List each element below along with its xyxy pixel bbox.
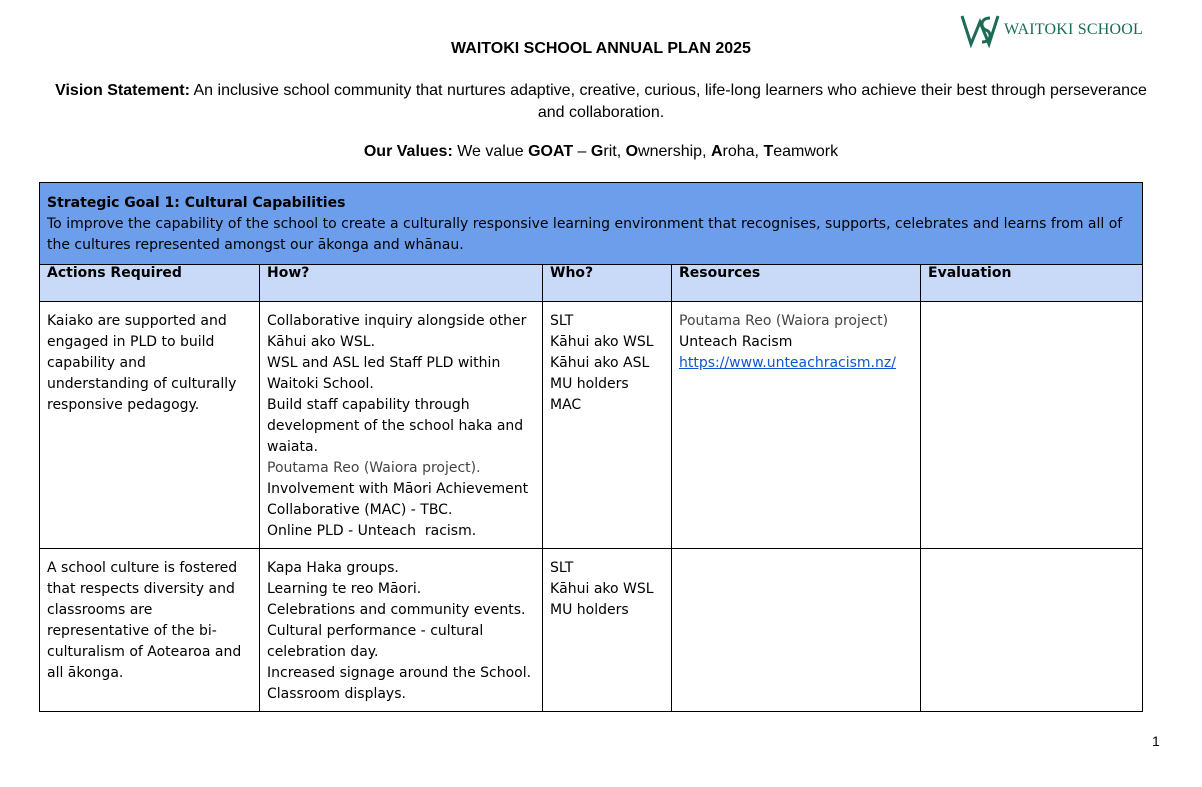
resource-item: Unteach Racism [679,334,793,350]
value-rest: rit [603,143,617,160]
values-goat: GOAT [528,143,574,160]
who-item: MU holders [550,602,629,618]
how-item: Build staff capability through development of the school haka and waiata. [267,397,528,455]
column-header: Resources [672,265,921,302]
value-initial: G [590,143,604,160]
column-header-row [40,265,1143,302]
how-cell [260,302,543,549]
how-item: Classroom displays. [267,686,406,702]
who-item: SLT [550,313,574,329]
who-item: Kāhui ako ASL [550,355,650,371]
column-header: Actions Required [40,265,260,302]
who-item: Kāhui ako WSL [550,334,654,350]
who-item: SLT [550,560,574,576]
vision-statement [55,80,1147,124]
goal-description: To improve the capability of the school to create a culturally responsive learning environment that recognises, supports, celebrates and learns from all of the cultures represented amongst our ākonga and whānau. [47,216,1123,253]
how-item: Cultural performance - cultural celebration day. [267,623,488,660]
value-initial: T [763,143,774,160]
action-cell: Kaiako are supported and engaged in PLD to build capability and understanding of culturally responsive pedagogy. [40,302,260,549]
how-item: Learning te reo Māori. [267,581,422,597]
who-item: MU holders [550,376,629,392]
value-initial: A [710,143,723,160]
page-title: WAITOKI SCHOOL ANNUAL PLAN 2025 [451,40,751,57]
how-item: Increased signage around the School. [267,665,532,681]
plan-table [39,182,1143,712]
logo-text: WAITOKI SCHOOL [1004,21,1143,38]
unteach-racism-link[interactable]: https://www.unteachracism.nz/ [679,355,896,371]
who-cell [543,302,672,549]
resource-item: Poutama Reo (Waiora project) [679,313,889,329]
values-statement: Our Values: We value GOAT – Grit, Ownership, Aroha, Teamwork [363,143,839,160]
table-row [40,302,1143,549]
value-rest: wnership [638,143,703,160]
how-item: Involvement with Māori Achievement Collaborative (MAC) - TBC. [267,481,533,518]
column-header: How? [260,265,543,302]
strategic-goal-header [40,183,1143,265]
column-header: Who? [543,265,672,302]
how-item: Online PLD - Unteach racism. [267,523,477,539]
values-prefix: We value [452,143,529,160]
how-item: Collaborative inquiry alongside other Kāhui ako WSL. [267,313,531,350]
how-item: Kapa Haka groups. [267,560,399,576]
page-number: 1 [1152,733,1160,749]
evaluation-cell [921,549,1143,712]
how-item: WSL and ASL led Staff PLD within Waitoki School. [267,355,505,392]
how-cell [260,549,543,712]
value-rest: roha [722,143,755,160]
vision-label: Vision Statement: [55,82,190,99]
values-label: Our Values: [363,143,453,160]
goal-title: Strategic Goal 1: Cultural Capabilities [47,195,346,211]
how-item: Poutama Reo (Waiora project). [267,460,481,476]
who-item: Kāhui ako WSL [550,581,654,597]
evaluation-cell [921,302,1143,549]
table-row [40,549,1143,712]
values-dash: – [573,143,591,160]
resources-cell [672,549,921,712]
value-initial: O [625,143,639,160]
who-cell [543,549,672,712]
value-rest: eamwork [773,143,839,160]
column-header: Evaluation [921,265,1143,302]
resources-cell [672,302,921,549]
who-item: MAC [550,397,582,413]
how-item: Celebrations and community events. [267,602,526,618]
action-cell: A school culture is fostered that respects diversity and classrooms are representative of the bi-culturalism of Aotearoa and all ākonga. [40,549,260,712]
vision-text: An inclusive school community that nurtures adaptive, creative, curious, life-long learners who achieve their best through perseverance and collaboration. [189,82,1147,121]
